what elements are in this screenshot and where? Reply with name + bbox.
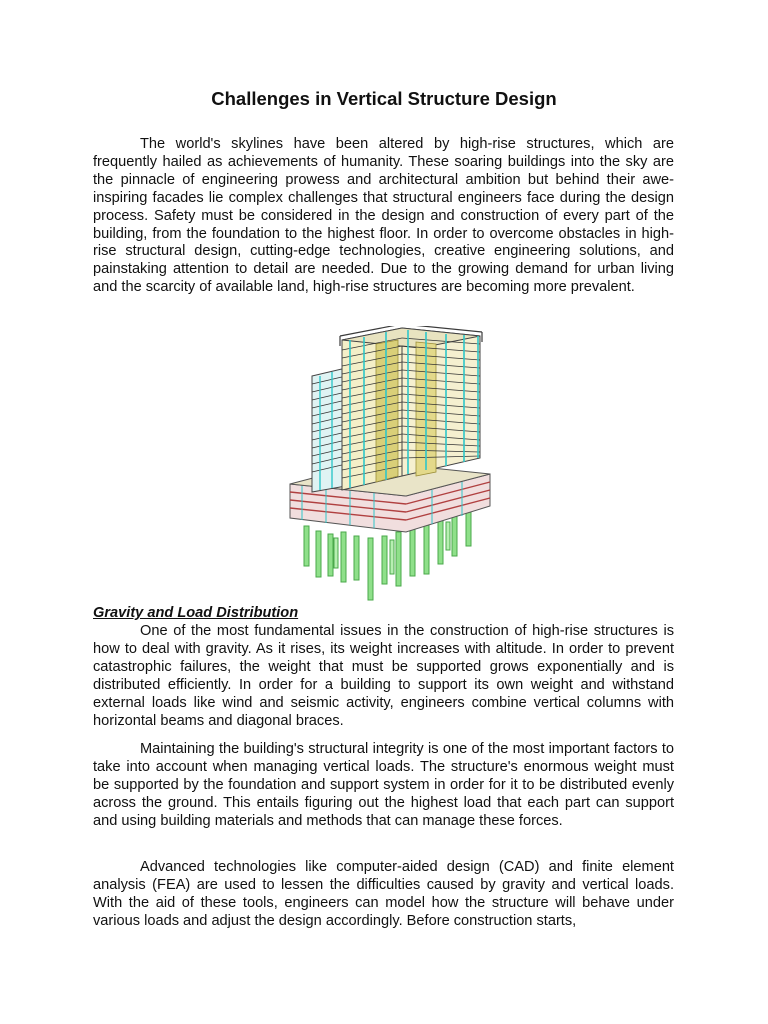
main-tower <box>340 326 482 490</box>
section-paragraph-3: Advanced technologies like computer-aided design (CAD) and finite element analysis (FEA) are used to lessen the difficulties caused by gravity and vertical loads. With the aid of these tools, engineers can model how the structure will behave under various loads and adjust the design accordingly. Before construction starts, <box>93 859 674 929</box>
section-paragraph-1: One of the most fundamental issues in the construction of high-rise structures is how to deal with gravity. As it rises, its weight increases with altitude. In order to prevent catastrophic failures, the weight that must be supported grows exponentially and is distributed efficiently. In order for a building to support its own weight and withstand external loads like wind and seismic activity, engineers combine vertical columns with horizontal beams and diagonal braces. <box>93 623 674 729</box>
page-title: Challenges in Vertical Structure Design <box>211 88 557 109</box>
section-paragraph-2: Maintaining the building's structural integrity is one of the most important factors to take into account when managing vertical loads. The structure's enormous weight must be supported by the foundation and support system in order for it to be distributed evenly across the ground. This entails figuring out the highest load that each part can support and using building materials and methods that can manage these forces. <box>93 741 674 829</box>
building-structural-model-icon <box>286 326 492 604</box>
section-heading: Gravity and Load Distribution <box>93 605 299 621</box>
lower-tower <box>312 368 346 492</box>
intro-paragraph: The world's skylines have been altered by high-rise structures, which are frequently hailed as achievements of humanity. These soaring buildings into the sky are the pinnacle of engineering prowess and architectural ambition but behind their awe-inspiring facades lie complex challenges that structural engineers face during the design process. Safety must be considered in the design and construction of every part of the building, from the foundation to the highest floor. In order to overcome obstacles in high-rise structural design, cutting-edge technologies, creative engineering solutions, and painstaking attention to detail are needed. Due to the growing demand for urban living and the scarcity of available land, high-rise structures are becoming more prevalent. <box>93 136 674 296</box>
